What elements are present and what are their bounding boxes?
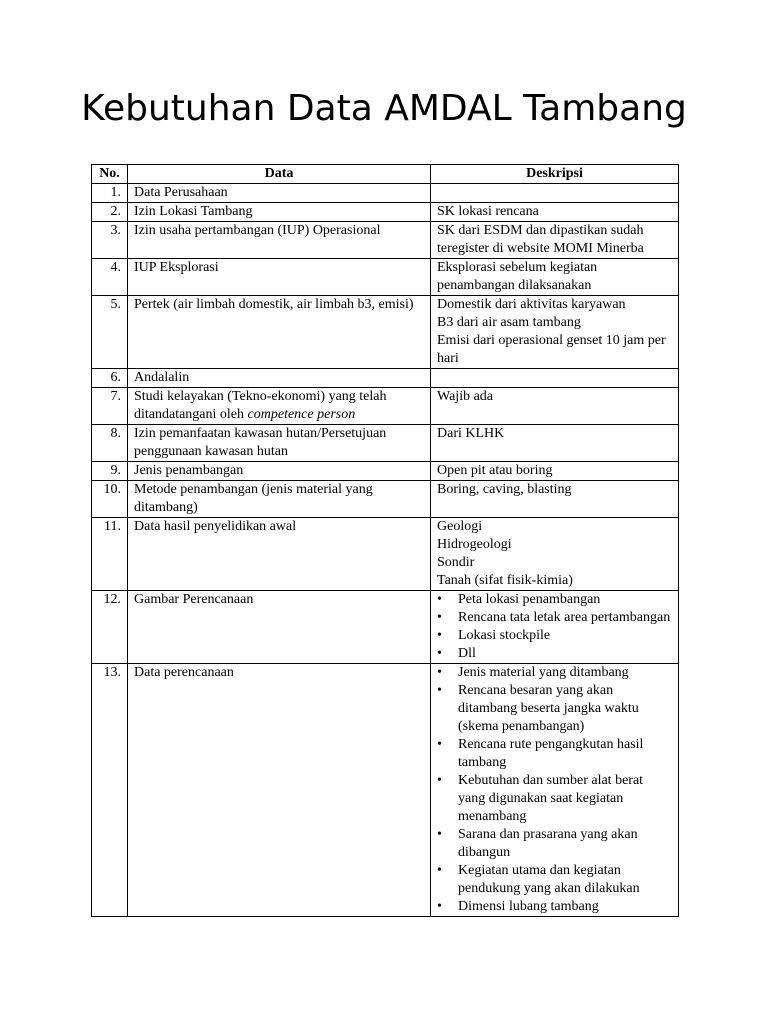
row-number: 4. [92, 259, 128, 296]
description-line: Sondir [437, 555, 475, 570]
row-number: 8. [92, 425, 128, 462]
bullet-item: • Kebutuhan dan sumber alat berat yang digunakan saat kegiatan menambang [437, 772, 672, 826]
row-data: Izin pemanfaatan kawasan hutan/Persetujuan penggunaan kawasan hutan [128, 425, 431, 462]
bullet-item: • Dimensi lubang tambang [437, 898, 672, 916]
row-description: Wajib ada [431, 388, 679, 425]
row-description [431, 369, 679, 388]
row-number: 3. [92, 222, 128, 259]
bullet-item: • Rencana besaran yang akan ditambang beserta jangka waktu (skema penambangan) [437, 682, 672, 736]
row-data: Metode penambangan (jenis material yang ditambang) [128, 481, 431, 518]
row-description [431, 296, 679, 369]
table-row [92, 518, 679, 591]
bullet-list [437, 591, 672, 663]
row-description: SK dari ESDM dan dipastikan sudah teregister di website MOMI Minerba [431, 222, 679, 259]
row-data: Andalalin [128, 369, 431, 388]
table-header-row [92, 165, 679, 184]
row-data: Data perencanaan [128, 664, 431, 917]
row-data: IUP Eksplorasi [128, 259, 431, 296]
row-description: Open pit atau boring [431, 462, 679, 481]
row-description [431, 184, 679, 203]
row-number: 7. [92, 388, 128, 425]
row-data: Gambar Perencanaan [128, 591, 431, 664]
row-description: Dari KLHK [431, 425, 679, 462]
bullet-item: • Rencana tata letak area pertambangan [437, 609, 672, 627]
bullet-list [437, 664, 672, 916]
row-data: Jenis penambangan [128, 462, 431, 481]
row-data-italic-text: competence person [247, 407, 356, 422]
description-line: Hidrogeologi [437, 537, 512, 552]
column-header-no: No. [92, 165, 128, 184]
description-line: Domestik dari aktivitas karyawan [437, 297, 626, 312]
bullet-item: • Dll [437, 645, 672, 663]
row-number: 5. [92, 296, 128, 369]
bullet-item: • Kegiatan utama dan kegiatan pendukung yang akan dilakukan [437, 862, 672, 898]
row-number: 12. [92, 591, 128, 664]
table-row [92, 462, 679, 481]
row-description: Boring, caving, blasting [431, 481, 679, 518]
row-number: 6. [92, 369, 128, 388]
table-row [92, 203, 679, 222]
table-row [92, 369, 679, 388]
row-data: Izin Lokasi Tambang [128, 203, 431, 222]
bullet-item: • Jenis material yang ditambang [437, 664, 672, 682]
data-requirements-table [91, 164, 679, 917]
table-row [92, 591, 679, 664]
row-data: Pertek (air limbah domestik, air limbah b3, emisi) [128, 296, 431, 369]
row-data-text: Studi kelayakan (Tekno-ekonomi) yang telah ditandatangani oleh [134, 389, 387, 422]
row-description [431, 518, 679, 591]
row-data [128, 388, 431, 425]
document-title: Kebutuhan Data AMDAL Tambang [81, 88, 687, 129]
bullet-item: • Rencana rute pengangkutan hasil tambang [437, 736, 672, 772]
table-row [92, 388, 679, 425]
table-row [92, 664, 679, 917]
table-row [92, 481, 679, 518]
table-row [92, 184, 679, 203]
bullet-item: • Peta lokasi penambangan [437, 591, 672, 609]
bullet-item: • Sarana dan prasarana yang akan dibangun [437, 826, 672, 862]
row-description: SK lokasi rencana [431, 203, 679, 222]
row-description: Eksplorasi sebelum kegiatan penambangan dilaksanakan [431, 259, 679, 296]
row-number: 2. [92, 203, 128, 222]
description-line: Emisi dari operasional genset 10 jam per hari [437, 333, 666, 366]
table-row [92, 296, 679, 369]
row-description [431, 591, 679, 664]
table-row [92, 259, 679, 296]
column-header-deskripsi: Deskripsi [431, 165, 679, 184]
description-line: B3 dari air asam tambang [437, 315, 581, 330]
row-number: 11. [92, 518, 128, 591]
row-data: Data hasil penyelidikan awal [128, 518, 431, 591]
row-number: 9. [92, 462, 128, 481]
column-header-data: Data [128, 165, 431, 184]
row-number: 1. [92, 184, 128, 203]
description-line: Tanah (sifat fisik-kimia) [437, 573, 573, 588]
bullet-item: • Lokasi stockpile [437, 627, 672, 645]
row-number: 13. [92, 664, 128, 917]
row-number: 10. [92, 481, 128, 518]
table-row [92, 222, 679, 259]
row-data: Data Perusahaan [128, 184, 431, 203]
description-line: Geologi [437, 519, 483, 534]
row-data: Izin usaha pertambangan (IUP) Operasional [128, 222, 431, 259]
row-description [431, 664, 679, 917]
table-row [92, 425, 679, 462]
